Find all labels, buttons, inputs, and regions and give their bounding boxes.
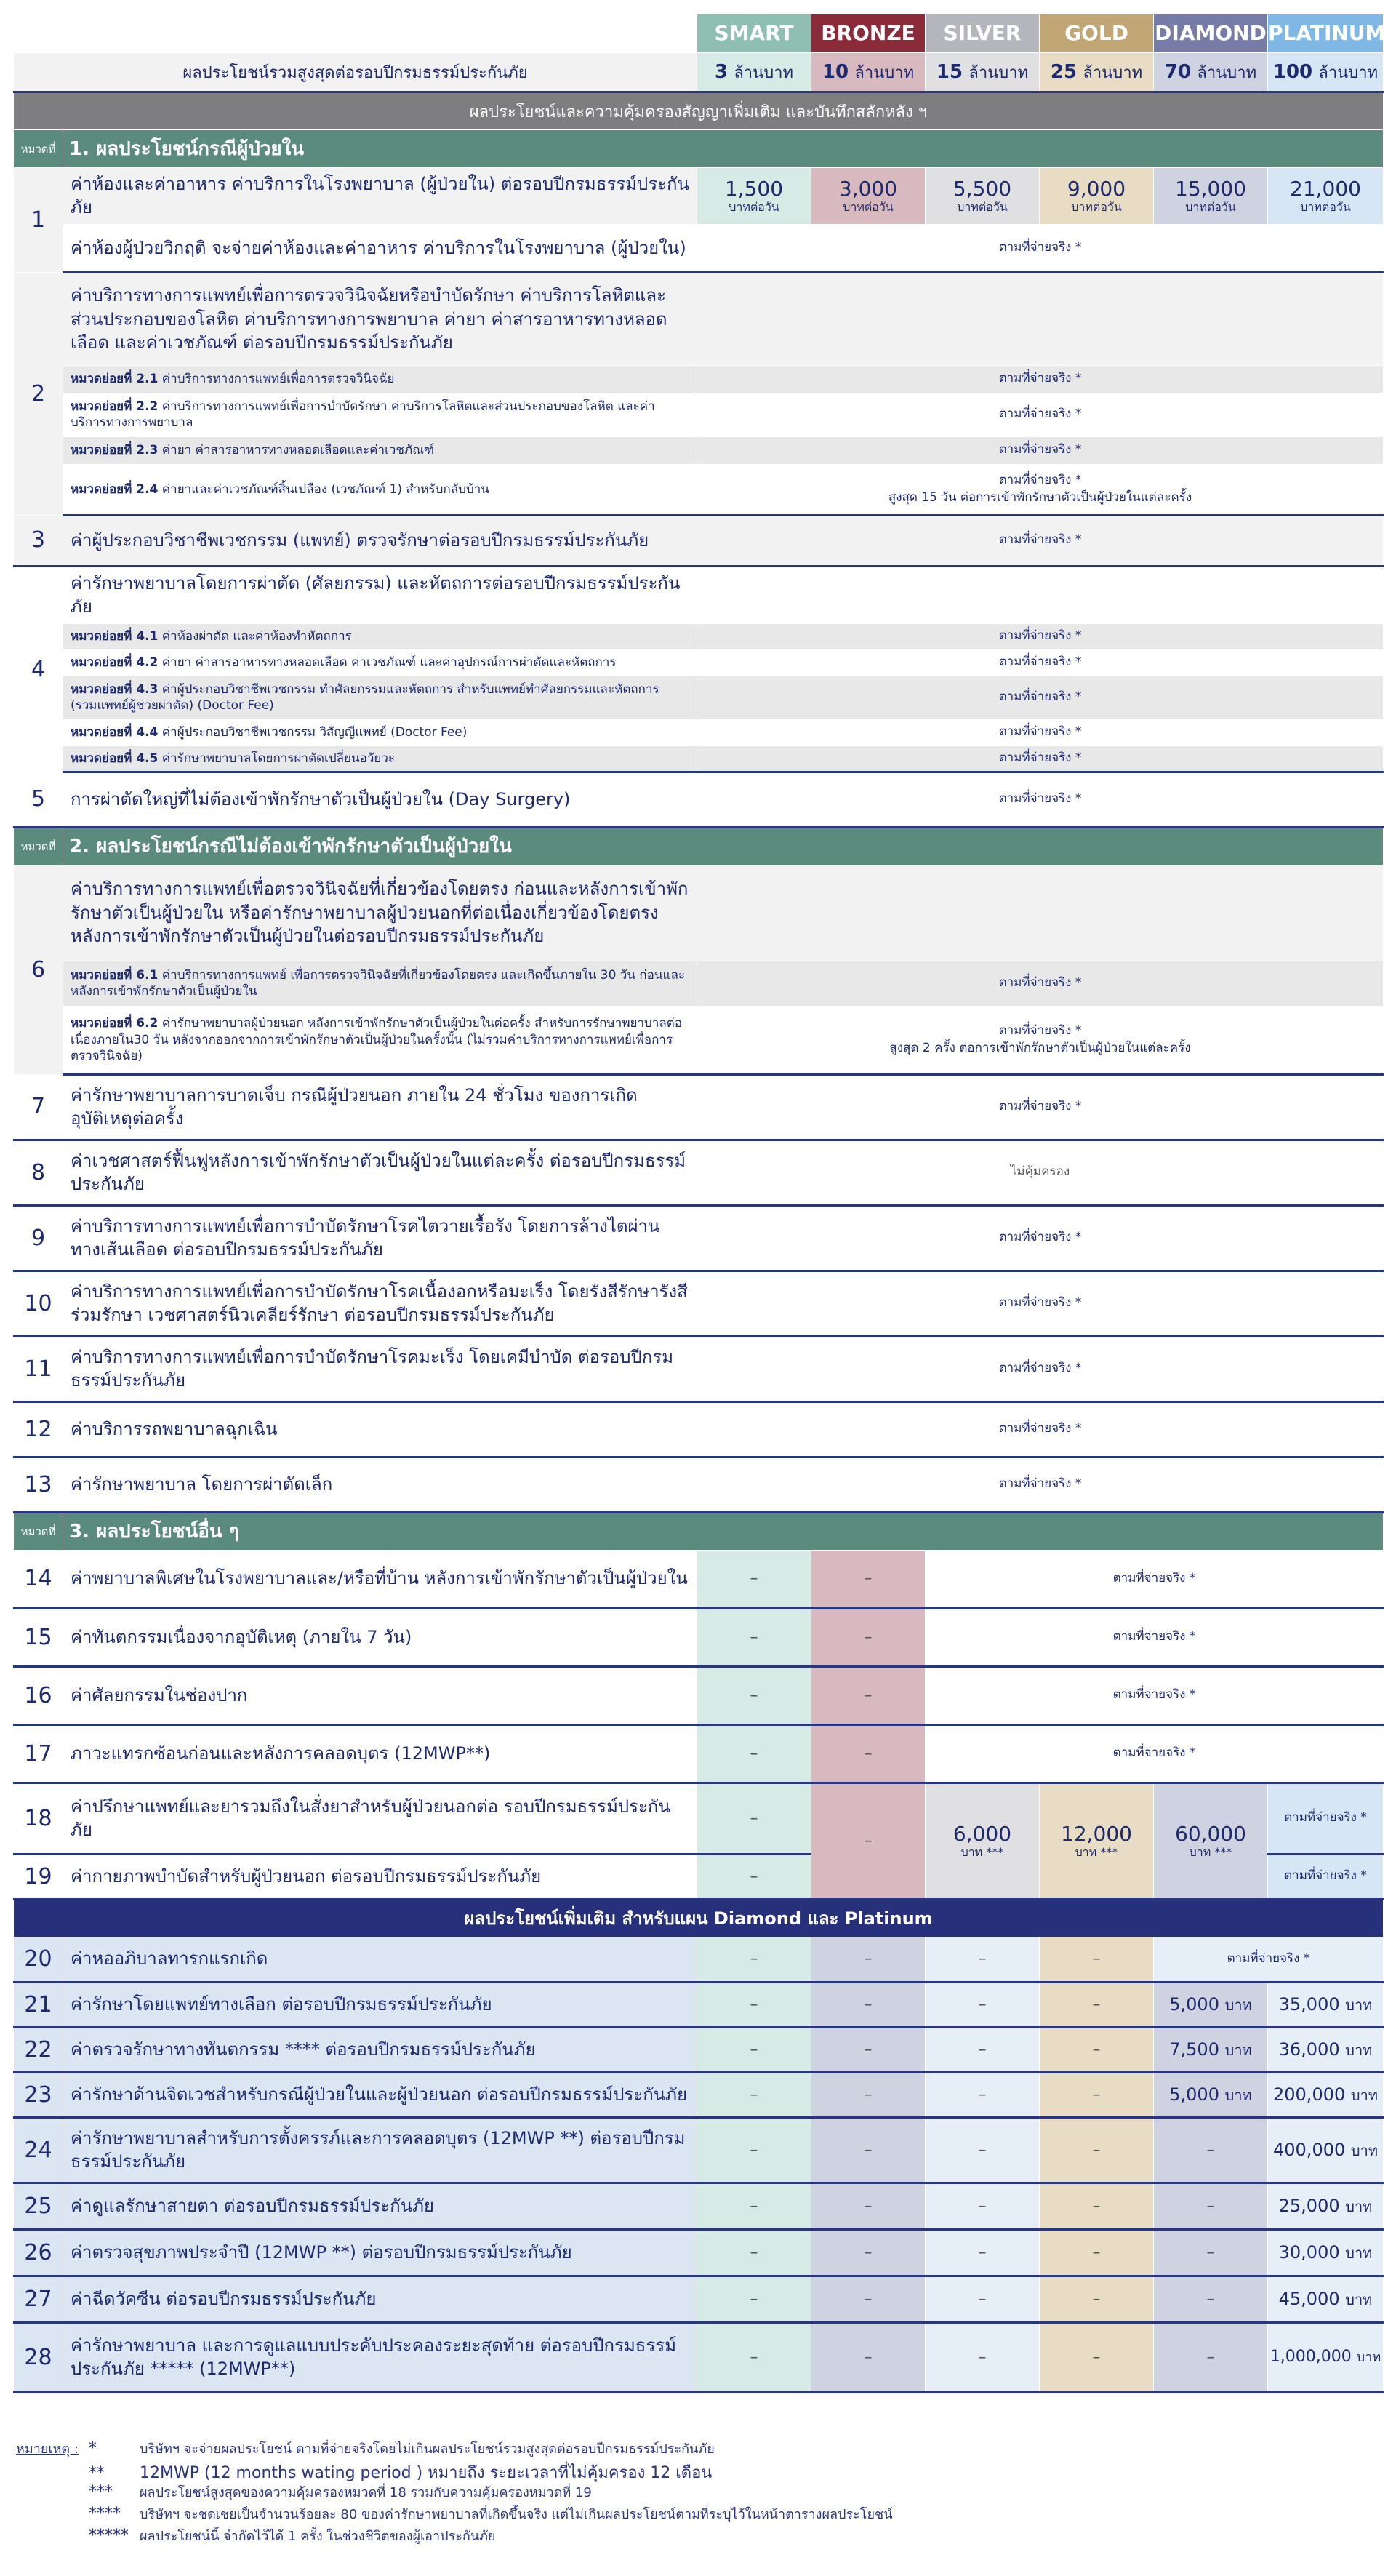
row-description: ค่าเวชศาสตร์ฟื้นฟูหลังการเข้าพักรักษาตัวเป็นผู้ป่วยในแต่ละครั้ง ต่อรอบปีกรมธรรม์ประกันภัย bbox=[63, 1140, 697, 1205]
row-10 bbox=[14, 1271, 1384, 1336]
dash-gold: – bbox=[1040, 2117, 1154, 2183]
row-2 bbox=[14, 272, 1384, 365]
dash-bronze: – bbox=[811, 2117, 926, 2183]
footnotes bbox=[16, 2438, 1368, 2547]
row-4 bbox=[14, 566, 1384, 623]
coverage-text: ตามที่จ่ายจริง * สูงสุด 15 วัน ต่อการเข้าพักรักษาตัวเป็นผู้ป่วยในแต่ละครั้ง bbox=[697, 464, 1384, 515]
dash-smart: – bbox=[697, 1783, 811, 1854]
row-description: ภาวะแทรกซ้อนก่อนและหลังการคลอดบุตร (12MWP**) bbox=[63, 1724, 697, 1783]
footnote-text: ผลประโยชน์สูงสุดของความคุ้มครองหมวดที่ 18 รวมกับความคุ้มครองหมวดที่ 19 bbox=[140, 2485, 592, 2500]
row-description: ค่ารักษาพยาบาลโดยการผ่าตัด (ศัลยกรรม) และหัตถการต่อรอบปีกรมธรรม์ประกันภัย bbox=[63, 566, 697, 623]
row-number: 1 bbox=[14, 168, 63, 273]
row-number: 3 bbox=[14, 515, 63, 566]
footnote-text: บริษัทฯ จะชดเชยเป็นจำนวนร้อยละ 80 ของค่ารักษาพยาบาลที่เกิดขึ้นจริง แต่ไม่เกินผลประโยชน์ตามที่ระบุไว้ในหน้าตารางผลประโยชน์ bbox=[140, 2507, 893, 2522]
dash-silver: – bbox=[926, 2276, 1040, 2322]
row-12 bbox=[14, 1401, 1384, 1457]
row-5 bbox=[14, 772, 1384, 827]
row-22 bbox=[14, 2027, 1384, 2072]
row-number: 26 bbox=[14, 2229, 63, 2276]
dash-bronze: – bbox=[811, 1982, 926, 2027]
row-number: 20 bbox=[14, 1937, 63, 1982]
row-14 bbox=[14, 1550, 1384, 1608]
row-1b bbox=[14, 224, 1384, 272]
limit-gold: 25 ล้านบาท bbox=[1040, 53, 1154, 92]
dash-gold: – bbox=[1040, 2027, 1154, 2072]
row-description: ค่ารักษาพยาบาล โดยการผ่าตัดเล็ก bbox=[63, 1457, 697, 1512]
row-number: 28 bbox=[14, 2322, 63, 2392]
dash-silver: – bbox=[926, 2322, 1040, 2392]
subrow-4-1: หมวดย่อยที่ 4.1 ค่าห้องผ่าตัด และค่าห้องทำหัตถการ ตามที่จ่ายจริง * bbox=[14, 623, 1384, 649]
dash-smart: – bbox=[697, 1937, 811, 1982]
coverage-text: ตามที่จ่ายจริง * bbox=[926, 1724, 1384, 1783]
subrow-4-2: หมวดย่อยที่ 4.2 ค่ายา ค่าสารอาหารทางหลอดเลือด ค่าเวชภัณฑ์ และค่าอุปกรณ์การผ่าตัดและหัตถการ ตามที่จ่ายจริง * bbox=[14, 649, 1384, 676]
row-23 bbox=[14, 2072, 1384, 2117]
limit-platinum: 100 ล้านบาท bbox=[1268, 53, 1384, 92]
row-3 bbox=[14, 515, 1384, 566]
coverage-text: ตามที่จ่ายจริง * bbox=[697, 1457, 1384, 1512]
limit-bronze: 10 ล้านบาท bbox=[811, 53, 926, 92]
subrow-2-2: หมวดย่อยที่ 2.2 ค่าบริการทางการแพทย์เพื่อการบำบัดรักษา ค่าบริการโลหิตและส่วนประกอบของโลหิต และค่าบริการทางการพยาบาล ตามที่จ่ายจริง * bbox=[14, 393, 1384, 436]
dash-smart: – bbox=[697, 2322, 811, 2392]
footnote-text: บริษัทฯ จะจ่ายผลประโยชน์ ตามที่จ่ายจริงโดยไม่เกินผลประโยชน์รวมสูงสุดต่อรอบปีกรมธรรม์ประกันภัย bbox=[140, 2441, 715, 2457]
footnote-text: 12MWP (12 months wating period ) หมายถึง ระยะเวลาที่ไม่คุ้มครอง 12 เดือน bbox=[140, 2464, 713, 2482]
footnote-text: ผลประโยชน์นี้ จำกัดไว้ได้ 1 ครั้ง ในช่วงชีวิตของผู้เอาประกันภัย bbox=[140, 2529, 496, 2544]
amount-platinum: 25,000 บาท bbox=[1268, 2183, 1384, 2229]
amount-diamond: 15,000 บาทต่อวัน bbox=[1154, 168, 1268, 225]
row-number: 21 bbox=[14, 1982, 63, 2027]
category-label: หมวดที่ bbox=[14, 130, 63, 168]
coverage-text: ตามที่จ่ายจริง * bbox=[697, 1401, 1384, 1457]
dash-bronze: – bbox=[811, 1666, 926, 1724]
row-description: ค่าบริการทางการแพทย์เพื่อการบำบัดรักษาโรคมะเร็ง โดยเคมีบำบัด ต่อรอบปีกรมธรรม์ประกันภัย bbox=[63, 1336, 697, 1401]
row-8 bbox=[14, 1140, 1384, 1205]
limit-silver: 15 ล้านบาท bbox=[926, 53, 1040, 92]
amount-diamond: 5,000 บาท bbox=[1154, 2072, 1268, 2117]
dash-smart: – bbox=[697, 2229, 811, 2276]
section-1-title: 1. ผลประโยชน์กรณีผู้ป่วยใน bbox=[63, 130, 1384, 168]
dash-bronze: – bbox=[811, 1550, 926, 1608]
dash-diamond: – bbox=[1154, 2276, 1268, 2322]
amount-bronze: 3,000 บาทต่อวัน bbox=[811, 168, 926, 225]
row-description: ค่าปรึกษาแพทย์และยารวมถึงในสั่งยาสำหรับผู้ป่วยนอกต่อ รอบปีกรมธรรม์ประกันภัย bbox=[63, 1783, 697, 1854]
row-18 bbox=[14, 1783, 1384, 1854]
subrow-4-4: หมวดย่อยที่ 4.4 ค่าผู้ประกอบวิชาชีพเวชกรรม วิสัญญีแพทย์ (Doctor Fee) ตามที่จ่ายจริง * bbox=[14, 719, 1384, 745]
coverage-text: ตามที่จ่ายจริง * bbox=[697, 1336, 1384, 1401]
amount-smart: 1,500 บาทต่อวัน bbox=[697, 168, 811, 225]
coverage-text: ตามที่จ่ายจริง * bbox=[697, 719, 1384, 745]
coverage-text: ตามที่จ่ายจริง * bbox=[697, 745, 1384, 772]
plan-gold: GOLD bbox=[1040, 14, 1154, 53]
dash-silver: – bbox=[926, 2183, 1040, 2229]
plan-header-row bbox=[14, 14, 1384, 53]
plan-diamond: DIAMOND bbox=[1154, 14, 1268, 53]
coverage-text: ตามที่จ่ายจริง * bbox=[926, 1666, 1384, 1724]
dash-gold: – bbox=[1040, 2229, 1154, 2276]
amount-diamond: 5,000 บาท bbox=[1154, 1982, 1268, 2027]
row-24 bbox=[14, 2117, 1384, 2183]
dash-bronze: – bbox=[811, 2276, 926, 2322]
amount-silver: 5,500 บาทต่อวัน bbox=[926, 168, 1040, 225]
amount-gold: 12,000 บาท *** bbox=[1040, 1783, 1154, 1899]
footnote-star: ***** bbox=[89, 2527, 129, 2545]
limit-row bbox=[14, 53, 1384, 92]
row-description: ค่าทันตกรรมเนื่องจากอุบัติเหตุ (ภายใน 7 วัน) bbox=[63, 1608, 697, 1666]
amount-platinum: 200,000 บาท bbox=[1268, 2072, 1384, 2117]
subrow-6-2: หมวดย่อยที่ 6.2 ค่ารักษาพยาบาลผู้ป่วยนอก หลังการเข้าพักรักษาตัวเป็นผู้ป่วยในต่อครั้ง สำหรับการรักษาพยาบาลต่อเนื่องภายใน30 วัน หลังจากออกจากการเข้าพักรักษาตัวเป็นผู้ป่วยในครั้งนั้น (ไม่รวมค่าบริการทางการแพทย์เพื่อการตรวจวินิจฉัย) ตามที่จ่ายจริง * สูงสุด 2 ครั้ง ต่อการเข้าพักรักษาตัวเป็นผู้ป่วยในแต่ละครั้ง bbox=[14, 1006, 1384, 1074]
dash-smart: – bbox=[697, 2183, 811, 2229]
limit-smart: 3 ล้านบาท bbox=[697, 53, 811, 92]
dash-gold: – bbox=[1040, 2276, 1154, 2322]
row-16 bbox=[14, 1666, 1384, 1724]
dash-smart: – bbox=[697, 2117, 811, 2183]
amount-platinum: 35,000 บาท bbox=[1268, 1982, 1384, 2027]
row-description: ค่าบริการรถพยาบาลฉุกเฉิน bbox=[63, 1401, 697, 1457]
coverage-text: ตามที่จ่ายจริง * bbox=[697, 623, 1384, 649]
subrow-2-3: หมวดย่อยที่ 2.3 ค่ายา ค่าสารอาหารทางหลอดเลือดและค่าเวชภัณฑ์ ตามที่จ่ายจริง * bbox=[14, 436, 1384, 464]
category-label: หมวดที่ bbox=[14, 827, 63, 865]
category-label: หมวดที่ bbox=[14, 1512, 63, 1550]
section-2-title: 2. ผลประโยชน์กรณีไม่ต้องเข้าพักรักษาตัวเป็นผู้ป่วยใน bbox=[63, 827, 1384, 865]
row-7 bbox=[14, 1074, 1384, 1140]
row-13 bbox=[14, 1457, 1384, 1512]
dash-bronze: – bbox=[811, 1937, 926, 1982]
subrow-2-1: หมวดย่อยที่ 2.1 ค่าบริการทางการแพทย์เพื่อการตรวจวินิจฉัย ตามที่จ่ายจริง * bbox=[14, 365, 1384, 393]
dash-gold: – bbox=[1040, 2072, 1154, 2117]
footnote bbox=[16, 2460, 1368, 2481]
row-description: ค่ารักษาด้านจิตเวชสำหรับกรณีผู้ป่วยในและผู้ป่วยนอก ต่อรอบปีกรมธรรม์ประกันภัย bbox=[63, 2072, 697, 2117]
amount-silver: 6,000 บาท *** bbox=[926, 1783, 1040, 1899]
row-description: ค่าผู้ประกอบวิชาชีพเวชกรรม (แพทย์) ตรวจรักษาต่อรอบปีกรมธรรม์ประกันภัย bbox=[63, 515, 697, 566]
dash-smart: – bbox=[697, 1666, 811, 1724]
plan-platinum: PLATINUM bbox=[1268, 14, 1384, 53]
row-description: ค่ารักษาโดยแพทย์ทางเลือก ต่อรอบปีกรมธรรม์ประกันภัย bbox=[63, 1982, 697, 2027]
section-2-header bbox=[14, 827, 1384, 865]
benefit-table bbox=[13, 13, 1384, 2393]
row-number: 24 bbox=[14, 2117, 63, 2183]
row-description: ค่าบริการทางการแพทย์เพื่อตรวจวินิจฉัยที่เกี่ยวข้องโดยตรง ก่อนและหลังการเข้าพักรักษาตัวเป็นผู้ป่วยใน หรือค่ารักษาพยาบาลผู้ป่วยนอกที่ต่อเนื่องเกี่ยวข้องโดยตรง หลังการเข้าพักรักษาตัวเป็นผู้ป่วยในต่อรอบปีกรมธรรม์ประกันภัย bbox=[63, 865, 697, 961]
dash-bronze: – bbox=[811, 2027, 926, 2072]
dash-smart: – bbox=[697, 2276, 811, 2322]
dash-diamond: – bbox=[1154, 2117, 1268, 2183]
dash-gold: – bbox=[1040, 1937, 1154, 1982]
coverage-text: ตามที่จ่ายจริง * bbox=[697, 1074, 1384, 1140]
dash-bronze: – bbox=[811, 2322, 926, 2392]
row-description: ค่าห้องผู้ป่วยวิกฤติ จะจ่ายค่าห้องและค่าอาหาร ค่าบริการในโรงพยาบาล (ผู้ป่วยใน) bbox=[63, 224, 697, 272]
coverage-text: ตามที่จ่ายจริง * bbox=[1154, 1937, 1384, 1982]
dash-smart: – bbox=[697, 1724, 811, 1783]
row-description: ค่าศัลยกรรมในช่องปาก bbox=[63, 1666, 697, 1724]
coverage-text: ตามที่จ่ายจริง * bbox=[697, 393, 1384, 436]
amount-diamond: 7,500 บาท bbox=[1154, 2027, 1268, 2072]
dash-bronze: – bbox=[811, 2072, 926, 2117]
row-number: 11 bbox=[14, 1336, 63, 1401]
dash-bronze: – bbox=[811, 2183, 926, 2229]
section-1-header bbox=[14, 130, 1384, 168]
row-28 bbox=[14, 2322, 1384, 2392]
row-description: ค่ากายภาพบำบัดสำหรับผู้ป่วยนอก ต่อรอบปีกรมธรรม์ประกันภัย bbox=[63, 1854, 697, 1899]
row-number: 25 bbox=[14, 2183, 63, 2229]
amount-gold: 9,000 บาทต่อวัน bbox=[1040, 168, 1154, 225]
row-number: 17 bbox=[14, 1724, 63, 1783]
row-description: ค่าฉีดวัคซีน ต่อรอบปีกรมธรรม์ประกันภัย bbox=[63, 2276, 697, 2322]
dash-smart: – bbox=[697, 2027, 811, 2072]
row-description: ค่ารักษาพยาบาลสำหรับการตั้งครรภ์และการคลอดบุตร (12MWP **) ต่อรอบปีกรมธรรม์ประกันภัย bbox=[63, 2117, 697, 2183]
row-description: ค่าบริการทางการแพทย์เพื่อการตรวจวินิจฉัยหรือบำบัดรักษา ค่าบริการโลหิตและส่วนประกอบของโลหิต ค่าบริการทางการพยาบาล ค่ายา ค่าสารอาหารทางหลอดเลือด และค่าเวชภัณฑ์ ต่อรอบปีกรมธรรม์ประกันภัย bbox=[63, 272, 697, 365]
benefit-table-container bbox=[13, 13, 1386, 2393]
dash-diamond: – bbox=[1154, 2229, 1268, 2276]
row-description: ค่ารักษาพยาบาลการบาดเจ็บ กรณีผู้ป่วยนอก ภายใน 24 ชั่วโมง ของการเกิดอุบัติเหตุต่อครั้ง bbox=[63, 1074, 697, 1140]
dash-smart: – bbox=[697, 1854, 811, 1899]
row-description: ค่าตรวจสุขภาพประจำปี (12MWP **) ต่อรอบปีกรมธรรม์ประกันภัย bbox=[63, 2229, 697, 2276]
footnote-star: **** bbox=[89, 2505, 121, 2523]
row-description: ค่าหออภิบาลทารกแรกเกิด bbox=[63, 1937, 697, 1982]
row-17 bbox=[14, 1724, 1384, 1783]
coverage-text: ตามที่จ่ายจริง * bbox=[697, 961, 1384, 1006]
row-number: 22 bbox=[14, 2027, 63, 2072]
dash-gold: – bbox=[1040, 2183, 1154, 2229]
row-number: 23 bbox=[14, 2072, 63, 2117]
dash-silver: – bbox=[926, 2229, 1040, 2276]
row-description: ค่าห้องและค่าอาหาร ค่าบริการในโรงพยาบาล (ผู้ป่วยใน) ต่อรอบปีกรมธรรม์ประกันภัย bbox=[63, 168, 697, 225]
row-description: ค่ารักษาพยาบาล และการดูแลแบบประคับประคองระยะสุดท้าย ต่อรอบปีกรมธรรม์ประกันภัย ***** (12MWP**) bbox=[63, 2322, 697, 2392]
footnote-star: *** bbox=[89, 2483, 113, 2501]
dash-silver: – bbox=[926, 1937, 1040, 1982]
subrow-6-1: หมวดย่อยที่ 6.1 ค่าบริการทางการแพทย์ เพื่อการตรวจวินิจฉัยที่เกี่ยวข้องโดยตรง และเกิดขึ้นภายใน 30 วัน ก่อนและหลังการเข้าพักรักษาตัวเป็นผู้ป่วยใน ตามที่จ่ายจริง * bbox=[14, 961, 1384, 1006]
footnote-star: ** bbox=[89, 2464, 105, 2482]
coverage-text: ตามที่จ่ายจริง * bbox=[697, 772, 1384, 827]
row-number: 14 bbox=[14, 1550, 63, 1608]
amount-platinum: 1,000,000 บาท bbox=[1268, 2322, 1384, 2392]
plan-bronze: BRONZE bbox=[811, 14, 926, 53]
row-number: 5 bbox=[14, 772, 63, 827]
row-number: 7 bbox=[14, 1074, 63, 1140]
row-6 bbox=[14, 865, 1384, 961]
coverage-text: ตามที่จ่ายจริง * bbox=[926, 1608, 1384, 1666]
row-26 bbox=[14, 2229, 1384, 2276]
row-number: 6 bbox=[14, 865, 63, 1074]
amount-platinum: 36,000 บาท bbox=[1268, 2027, 1384, 2072]
coverage-text: ตามที่จ่ายจริง * bbox=[697, 676, 1384, 719]
subrow-4-5: หมวดย่อยที่ 4.5 ค่ารักษาพยาบาลโดยการผ่าตัดเปลี่ยนอวัยวะ ตามที่จ่ายจริง * bbox=[14, 745, 1384, 772]
plan-smart: SMART bbox=[697, 14, 811, 53]
row-number: 8 bbox=[14, 1140, 63, 1205]
dash-silver: – bbox=[926, 1982, 1040, 2027]
dash-bronze: – bbox=[811, 2229, 926, 2276]
amount-platinum: 30,000 บาท bbox=[1268, 2229, 1384, 2276]
row-number: 18 bbox=[14, 1783, 63, 1854]
row-number: 27 bbox=[14, 2276, 63, 2322]
row-number: 13 bbox=[14, 1457, 63, 1512]
footnote bbox=[16, 2438, 1368, 2460]
footnote bbox=[16, 2525, 1368, 2547]
coverage-text: ตามที่จ่ายจริง * bbox=[697, 515, 1384, 566]
coverage-text: ตามที่จ่ายจริง * bbox=[926, 1550, 1384, 1608]
plan-silver: SILVER bbox=[926, 14, 1040, 53]
subrow-4-3: หมวดย่อยที่ 4.3 ค่าผู้ประกอบวิชาชีพเวชกรรม ทำศัลยกรรมและหัตถการ สำหรับแพทย์ทำศัลยกรรมและหัตถการ (รวมแพทย์ผู้ช่วยผ่าตัด) (Doctor Fee) ตามที่จ่ายจริง * bbox=[14, 676, 1384, 719]
dash-bronze: – bbox=[811, 1783, 926, 1899]
limit-label: ผลประโยชน์รวมสูงสุดต่อรอบปีกรมธรรม์ประกันภัย bbox=[14, 53, 697, 92]
dash-smart: – bbox=[697, 1608, 811, 1666]
row-number: 19 bbox=[14, 1854, 63, 1899]
coverage-text: ตามที่จ่ายจริง * bbox=[697, 224, 1384, 272]
dash-gold: – bbox=[1040, 2322, 1154, 2392]
amount-platinum: 400,000 บาท bbox=[1268, 2117, 1384, 2183]
dash-diamond: – bbox=[1154, 2322, 1268, 2392]
coverage-band: ผลประโยชน์และความคุ้มครองสัญญาเพิ่มเติม และบันทึกสลักหลัง ฯ bbox=[14, 92, 1384, 130]
row-number: 10 bbox=[14, 1271, 63, 1336]
coverage-text: ตามที่จ่ายจริง * bbox=[697, 365, 1384, 393]
row-20 bbox=[14, 1937, 1384, 1982]
dash-silver: – bbox=[926, 2027, 1040, 2072]
row-description: ค่าดูแลรักษาสายตา ต่อรอบปีกรมธรรม์ประกันภัย bbox=[63, 2183, 697, 2229]
subrow-2-4: หมวดย่อยที่ 2.4 ค่ายาและค่าเวชภัณฑ์สิ้นเปลือง (เวชภัณฑ์ 1) สำหรับกลับบ้าน ตามที่จ่ายจริง * สูงสุด 15 วัน ต่อการเข้าพักรักษาตัวเป็นผู้ป่วยในแต่ละครั้ง bbox=[14, 464, 1384, 515]
dash-smart: – bbox=[697, 2072, 811, 2117]
row-number: 16 bbox=[14, 1666, 63, 1724]
dash-bronze: – bbox=[811, 1608, 926, 1666]
coverage-text: ตามที่จ่ายจริง * bbox=[697, 1271, 1384, 1336]
row-11 bbox=[14, 1336, 1384, 1401]
row-number: 9 bbox=[14, 1205, 63, 1271]
footnote bbox=[16, 2503, 1368, 2525]
amount-platinum: 21,000 บาทต่อวัน bbox=[1268, 168, 1384, 225]
dash-silver: – bbox=[926, 2117, 1040, 2183]
row-number: 2 bbox=[14, 272, 63, 515]
limit-diamond: 70 ล้านบาท bbox=[1154, 53, 1268, 92]
section-3-title: 3. ผลประโยชน์อื่น ๆ bbox=[63, 1512, 1384, 1550]
extra-benefits-band: ผลประโยชน์เพิ่มเติม สำหรับแผน Diamond และ Platinum bbox=[14, 1899, 1384, 1937]
amount-diamond: 60,000 บาท *** bbox=[1154, 1783, 1268, 1899]
dash-gold: – bbox=[1040, 1982, 1154, 2027]
row-15 bbox=[14, 1608, 1384, 1666]
row-1 bbox=[14, 168, 1384, 225]
row-description: ค่าตรวจรักษาทางทันตกรรม **** ต่อรอบปีกรมธรรม์ประกันภัย bbox=[63, 2027, 697, 2072]
dash-smart: – bbox=[697, 1550, 811, 1608]
coverage-text: ตามที่จ่ายจริง * bbox=[697, 436, 1384, 464]
row-description: ค่าพยาบาลพิเศษในโรงพยาบาลและ/หรือที่บ้าน หลังการเข้าพักรักษาตัวเป็นผู้ป่วยใน bbox=[63, 1550, 697, 1608]
row-number: 12 bbox=[14, 1401, 63, 1457]
row-27 bbox=[14, 2276, 1384, 2322]
row-25 bbox=[14, 2183, 1384, 2229]
coverage-text: ตามที่จ่ายจริง * bbox=[1268, 1854, 1384, 1899]
dash-silver: – bbox=[926, 2072, 1040, 2117]
row-description: การผ่าตัดใหญ่ที่ไม่ต้องเข้าพักรักษาตัวเป็นผู้ป่วยใน (Day Surgery) bbox=[63, 772, 697, 827]
footnote-title: หมายเหตุ : bbox=[16, 2441, 79, 2457]
row-number: 15 bbox=[14, 1608, 63, 1666]
dash-diamond: – bbox=[1154, 2183, 1268, 2229]
dash-bronze: – bbox=[811, 1724, 926, 1783]
footnote-star: * bbox=[89, 2439, 97, 2457]
row-description: ค่าบริการทางการแพทย์เพื่อการบำบัดรักษาโรคไตวายเรื้อรัง โดยการล้างไตผ่านทางเส้นเลือด ต่อรอบปีกรมธรรม์ประกันภัย bbox=[63, 1205, 697, 1271]
row-9 bbox=[14, 1205, 1384, 1271]
row-description: ค่าบริการทางการแพทย์เพื่อการบำบัดรักษาโรคเนื้องอกหรือมะเร็ง โดยรังสีรักษารังสีร่วมรักษา เวชศาสตร์นิวเคลียร์รักษา ต่อรอบปีกรมธรรม์ประกันภัย bbox=[63, 1271, 697, 1336]
coverage-text: ตามที่จ่ายจริง * bbox=[697, 649, 1384, 676]
row-number: 4 bbox=[14, 566, 63, 772]
amount-platinum: 45,000 บาท bbox=[1268, 2276, 1384, 2322]
coverage-text: ตามที่จ่ายจริง * สูงสุด 2 ครั้ง ต่อการเข้าพักรักษาตัวเป็นผู้ป่วยในแต่ละครั้ง bbox=[697, 1006, 1384, 1074]
dash-smart: – bbox=[697, 1982, 811, 2027]
section-3-header bbox=[14, 1512, 1384, 1550]
coverage-text: ตามที่จ่ายจริง * bbox=[697, 1205, 1384, 1271]
row-21 bbox=[14, 1982, 1384, 2027]
coverage-text: ตามที่จ่ายจริง * bbox=[1268, 1783, 1384, 1854]
coverage-text: ไม่คุ้มครอง bbox=[697, 1140, 1384, 1205]
